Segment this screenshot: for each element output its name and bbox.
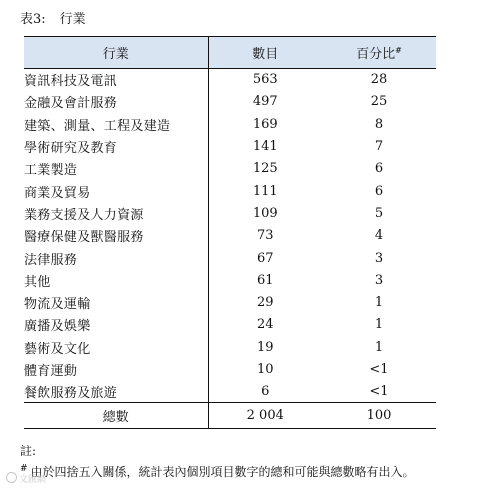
row-industry: 廣播及娛樂 (24, 319, 91, 335)
table-row (24, 381, 436, 403)
row-percent: 3 (374, 272, 384, 288)
row-count: 29 (208, 291, 322, 313)
table-body (24, 69, 436, 403)
row-count: 563 (208, 69, 322, 91)
row-percent: 6 (374, 161, 384, 177)
row-count: 24 (208, 314, 322, 336)
table-row (24, 91, 436, 113)
row-industry: 工業製造 (24, 163, 78, 179)
row-industry: 藝術及文化 (24, 341, 91, 357)
table-row (24, 314, 436, 336)
row-percent: <1 (369, 362, 389, 377)
row-percent: 4 (374, 228, 384, 244)
watermark-text: 文匯網 (19, 475, 47, 485)
table-row (24, 225, 436, 247)
footnote-mark: # (20, 464, 28, 474)
row-count: 6 (208, 381, 322, 403)
total-count: 2 004 (208, 403, 322, 429)
table-row (24, 358, 436, 380)
table-total-row (24, 403, 436, 429)
table-header-row (24, 37, 436, 69)
footnote-text: 由於四捨五入關係，統計表內個別項目數字的總和可能與總數略有出入。 (30, 465, 415, 479)
table-row (24, 69, 436, 91)
row-percent: 3 (374, 250, 384, 266)
watermark-logo (6, 472, 46, 485)
row-industry: 其他 (24, 274, 51, 290)
row-industry: 建築、測量、工程及建造 (24, 118, 171, 134)
row-percent: 1 (374, 339, 384, 355)
table-title: 行業 (59, 12, 86, 27)
table-row (24, 158, 436, 180)
row-count: 141 (208, 135, 322, 157)
table-row (24, 202, 436, 224)
row-industry: 學術研究及教育 (24, 141, 118, 157)
row-count: 111 (208, 180, 322, 202)
table-row (24, 135, 436, 157)
table-row (24, 247, 436, 269)
row-industry: 物流及運輸 (24, 297, 91, 313)
header-industry: 行業 (24, 37, 208, 69)
row-percent: 5 (374, 205, 384, 221)
header-percent-mark: # (395, 46, 402, 55)
row-count: 169 (208, 113, 322, 135)
header-percent-label: 百分比 (356, 47, 396, 62)
row-percent: 25 (370, 94, 388, 110)
row-count: 109 (208, 202, 322, 224)
row-percent: <1 (369, 384, 389, 400)
table-row (24, 180, 436, 202)
table-row (24, 269, 436, 291)
row-count: 10 (208, 358, 322, 380)
table-caption (20, 12, 86, 28)
row-percent: 1 (374, 317, 384, 333)
row-percent: 8 (374, 116, 384, 132)
watermark-icon (6, 472, 17, 483)
row-industry: 金融及會計服務 (24, 96, 118, 112)
row-percent: 28 (370, 72, 388, 88)
row-industry: 餐飲服務及旅遊 (24, 386, 118, 402)
table-notes (20, 442, 415, 481)
row-industry: 資訊科技及電訊 (24, 74, 118, 90)
table-row (24, 336, 436, 358)
row-industry: 商業及貿易 (24, 185, 91, 201)
table-row (24, 291, 436, 313)
notes-heading: 註: (20, 444, 37, 458)
row-percent: 1 (374, 295, 384, 311)
row-industry: 業務支援及人力資源 (24, 207, 144, 223)
row-count: 67 (208, 247, 322, 269)
table-row (24, 113, 436, 135)
row-industry: 法律服務 (24, 252, 78, 268)
row-percent: 6 (374, 183, 384, 199)
total-label: 總數 (24, 403, 208, 429)
header-count: 數目 (208, 37, 322, 69)
row-percent: 7 (374, 139, 384, 155)
row-count: 73 (208, 225, 322, 247)
row-count: 61 (208, 269, 322, 291)
footnote (20, 460, 415, 481)
row-industry: 醫療保健及獸醫服務 (24, 230, 144, 246)
table-number: 表3: (20, 12, 46, 27)
row-count: 125 (208, 158, 322, 180)
industry-table (24, 36, 436, 429)
row-industry: 體育運動 (24, 364, 78, 379)
row-count: 19 (208, 336, 322, 358)
header-percent (322, 37, 436, 69)
row-count: 497 (208, 91, 322, 113)
total-percent: 100 (322, 403, 436, 429)
